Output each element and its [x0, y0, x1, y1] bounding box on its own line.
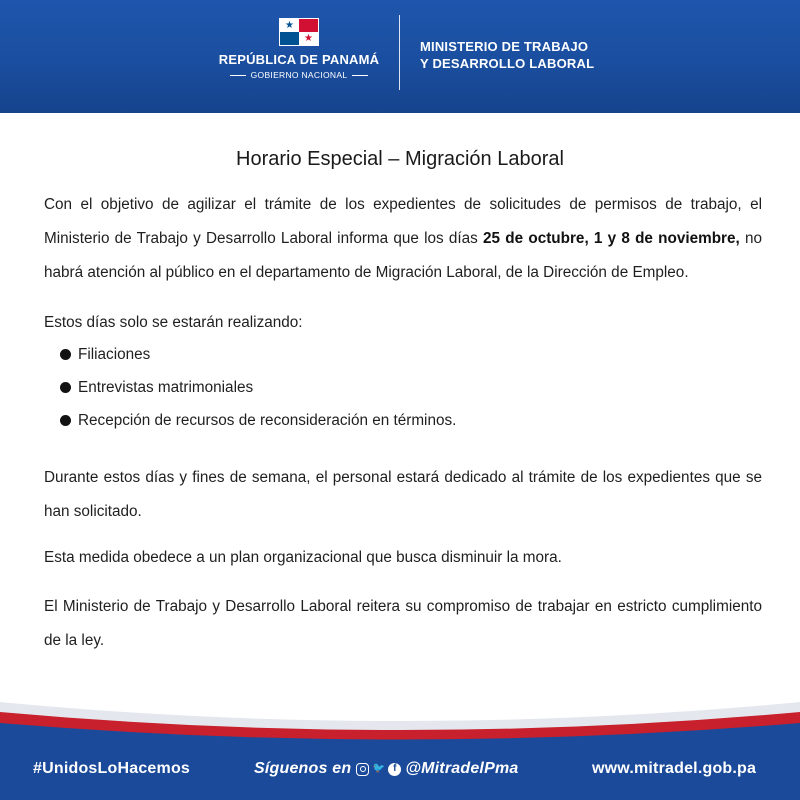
header-banner	[0, 0, 800, 113]
notice-title: Horario Especial – Migración Laboral	[236, 148, 564, 170]
header-divider	[399, 15, 400, 90]
bullet-icon	[60, 382, 71, 393]
intro-paragraph	[44, 188, 762, 290]
list-item	[60, 404, 456, 437]
services-intro: Estos días solo se estarán realizando:	[44, 314, 303, 331]
red-star-icon: ★	[304, 32, 313, 44]
ministry-line-2: Y DESARROLLO LABORAL	[420, 56, 595, 71]
measure-paragraph: Esta medida obedece a un plan organizacional que busca disminuir la mora.	[44, 549, 562, 566]
follow-us	[254, 760, 518, 778]
intro-text-end: no habrá atención al público en el departamento de Migración Laboral, de la Dirección de Empleo.	[44, 230, 762, 281]
footer-banner	[0, 690, 800, 800]
twitter-icon[interactable]: 🐦	[372, 763, 386, 774]
government-subtitle: GOBIERNO NACIONAL	[213, 70, 385, 80]
list-item-label: Filiaciones	[78, 346, 151, 363]
list-item-label: Recepción de recursos de reconsideración en términos.	[78, 412, 457, 429]
hashtag-text: #UnidosLoHacemos	[33, 760, 191, 777]
staff-paragraph: Durante estos días y fines de semana, el personal estará dedicado al trámite de los expedientes que se han solicitado.	[44, 469, 762, 520]
ministry-title	[420, 38, 594, 72]
social-handle[interactable]: @MitradelPma	[405, 760, 519, 777]
bullet-icon	[60, 349, 71, 360]
list-item-label: Entrevistas matrimoniales	[78, 379, 254, 396]
republic-title: REPÚBLICA DE PANAMÁ	[218, 52, 380, 67]
facebook-icon[interactable]: f	[388, 763, 401, 776]
website-link[interactable]: www.mitradel.gob.pa	[592, 760, 757, 777]
ministry-line-1: MINISTERIO DE TRABAJO	[420, 39, 589, 54]
blue-star-icon: ★	[285, 19, 294, 31]
list-item	[60, 371, 456, 404]
services-list	[60, 338, 456, 437]
list-item	[60, 338, 456, 371]
follow-label: Síguenos en	[254, 760, 352, 777]
intro-text: Con el objetivo de agilizar el trámite de los expedientes de solicitudes de permisos de trabajo, el Ministerio de Trabajo y Desarrollo Laboral informa que los días	[44, 196, 762, 247]
dates-highlight: 25 de octubre, 1 y 8 de noviembre,	[483, 230, 740, 247]
instagram-icon[interactable]	[356, 763, 369, 776]
footer-wave	[0, 690, 800, 800]
social-icons	[356, 763, 401, 776]
bullet-icon	[60, 415, 71, 426]
commitment-paragraph: El Ministerio de Trabajo y Desarrollo Laboral reitera su compromiso de trabajar en estricto cumplimiento de la ley.	[44, 598, 762, 649]
panama-flag-icon	[279, 18, 319, 46]
